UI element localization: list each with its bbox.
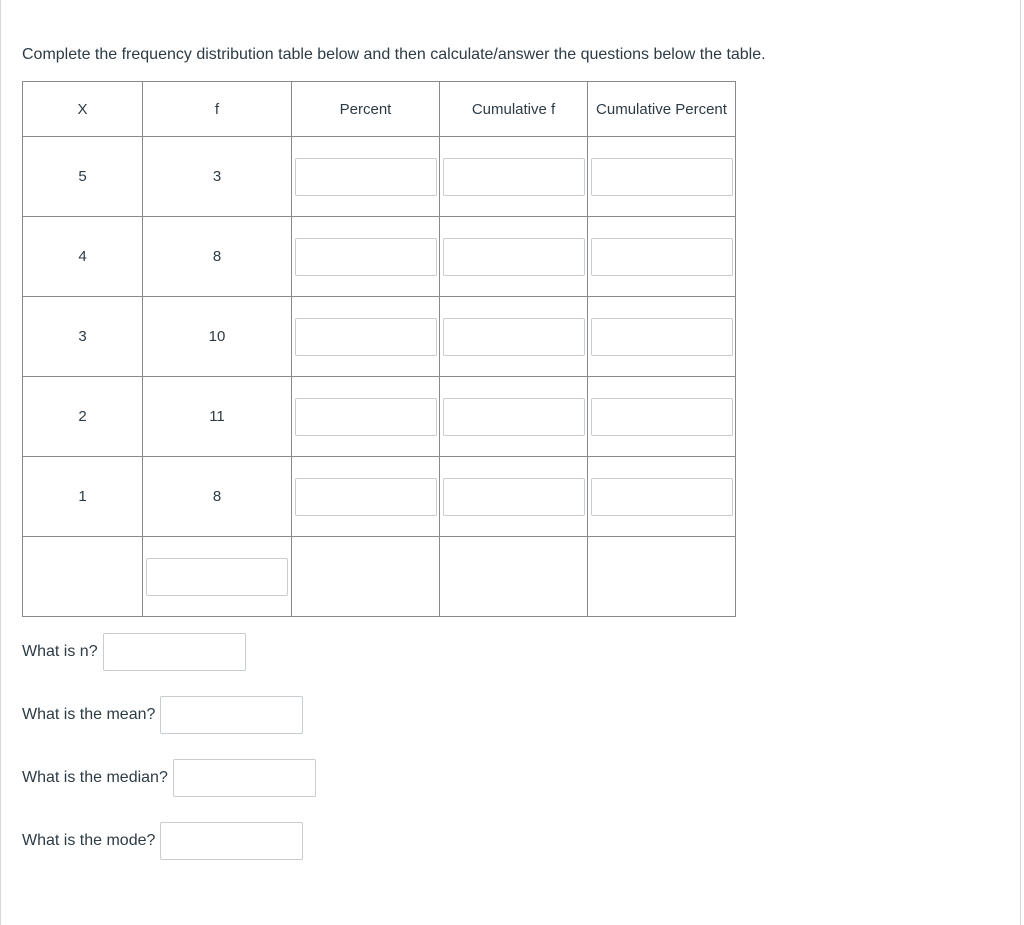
x-value: 2 xyxy=(23,377,143,457)
x-value: 4 xyxy=(23,217,143,297)
x-value: 1 xyxy=(23,457,143,537)
cumulative-percent-input[interactable] xyxy=(591,398,733,436)
header-percent: Percent xyxy=(292,82,440,137)
question-n-label: What is n? xyxy=(22,643,98,660)
table-row xyxy=(23,137,736,217)
header-cumulative-percent: Cumulative Percent xyxy=(588,82,736,137)
cumulative-percent-input[interactable] xyxy=(591,238,733,276)
n-answer-input[interactable] xyxy=(103,633,246,671)
question-mean xyxy=(22,696,303,734)
percent-input[interactable] xyxy=(295,478,437,516)
cumulative-percent-input[interactable] xyxy=(591,318,733,356)
cumulative-percent-input[interactable] xyxy=(591,158,733,196)
page-right-border xyxy=(1020,0,1021,925)
header-x: X xyxy=(23,82,143,137)
f-value: 10 xyxy=(143,297,292,377)
question-median xyxy=(22,759,316,797)
percent-input[interactable] xyxy=(295,398,437,436)
frequency-distribution-table xyxy=(22,81,736,617)
cumulative-f-input[interactable] xyxy=(443,158,585,196)
header-f: f xyxy=(143,82,292,137)
x-value: 3 xyxy=(23,297,143,377)
f-value: 3 xyxy=(143,137,292,217)
percent-input[interactable] xyxy=(295,158,437,196)
header-cumulative-f: Cumulative f xyxy=(440,82,588,137)
f-value: 8 xyxy=(143,457,292,537)
f-value: 11 xyxy=(143,377,292,457)
median-answer-input[interactable] xyxy=(173,759,316,797)
instructions-text: Complete the frequency distribution table below and then calculate/answer the questions below the table. xyxy=(22,46,766,63)
question-mode xyxy=(22,822,303,860)
table-total-row xyxy=(23,537,736,617)
question-n xyxy=(22,633,246,671)
percent-input[interactable] xyxy=(295,318,437,356)
question-mode-label: What is the mode? xyxy=(22,832,156,849)
table-header-row xyxy=(23,82,736,137)
table-row xyxy=(23,377,736,457)
total-x-cell xyxy=(23,537,143,617)
page-left-border xyxy=(0,0,1,925)
cumulative-f-input[interactable] xyxy=(443,318,585,356)
total-cumulative-percent-cell xyxy=(588,537,736,617)
table-row xyxy=(23,217,736,297)
x-value: 5 xyxy=(23,137,143,217)
total-f-input[interactable] xyxy=(146,558,288,596)
cumulative-percent-input[interactable] xyxy=(591,478,733,516)
f-value: 8 xyxy=(143,217,292,297)
cumulative-f-input[interactable] xyxy=(443,238,585,276)
percent-input[interactable] xyxy=(295,238,437,276)
mean-answer-input[interactable] xyxy=(160,696,303,734)
mode-answer-input[interactable] xyxy=(160,822,303,860)
question-mean-label: What is the mean? xyxy=(22,706,156,723)
question-median-label: What is the median? xyxy=(22,769,168,786)
cumulative-f-input[interactable] xyxy=(443,478,585,516)
total-percent-cell xyxy=(292,537,440,617)
table-row xyxy=(23,297,736,377)
cumulative-f-input[interactable] xyxy=(443,398,585,436)
table-row xyxy=(23,457,736,537)
total-cumulative-f-cell xyxy=(440,537,588,617)
